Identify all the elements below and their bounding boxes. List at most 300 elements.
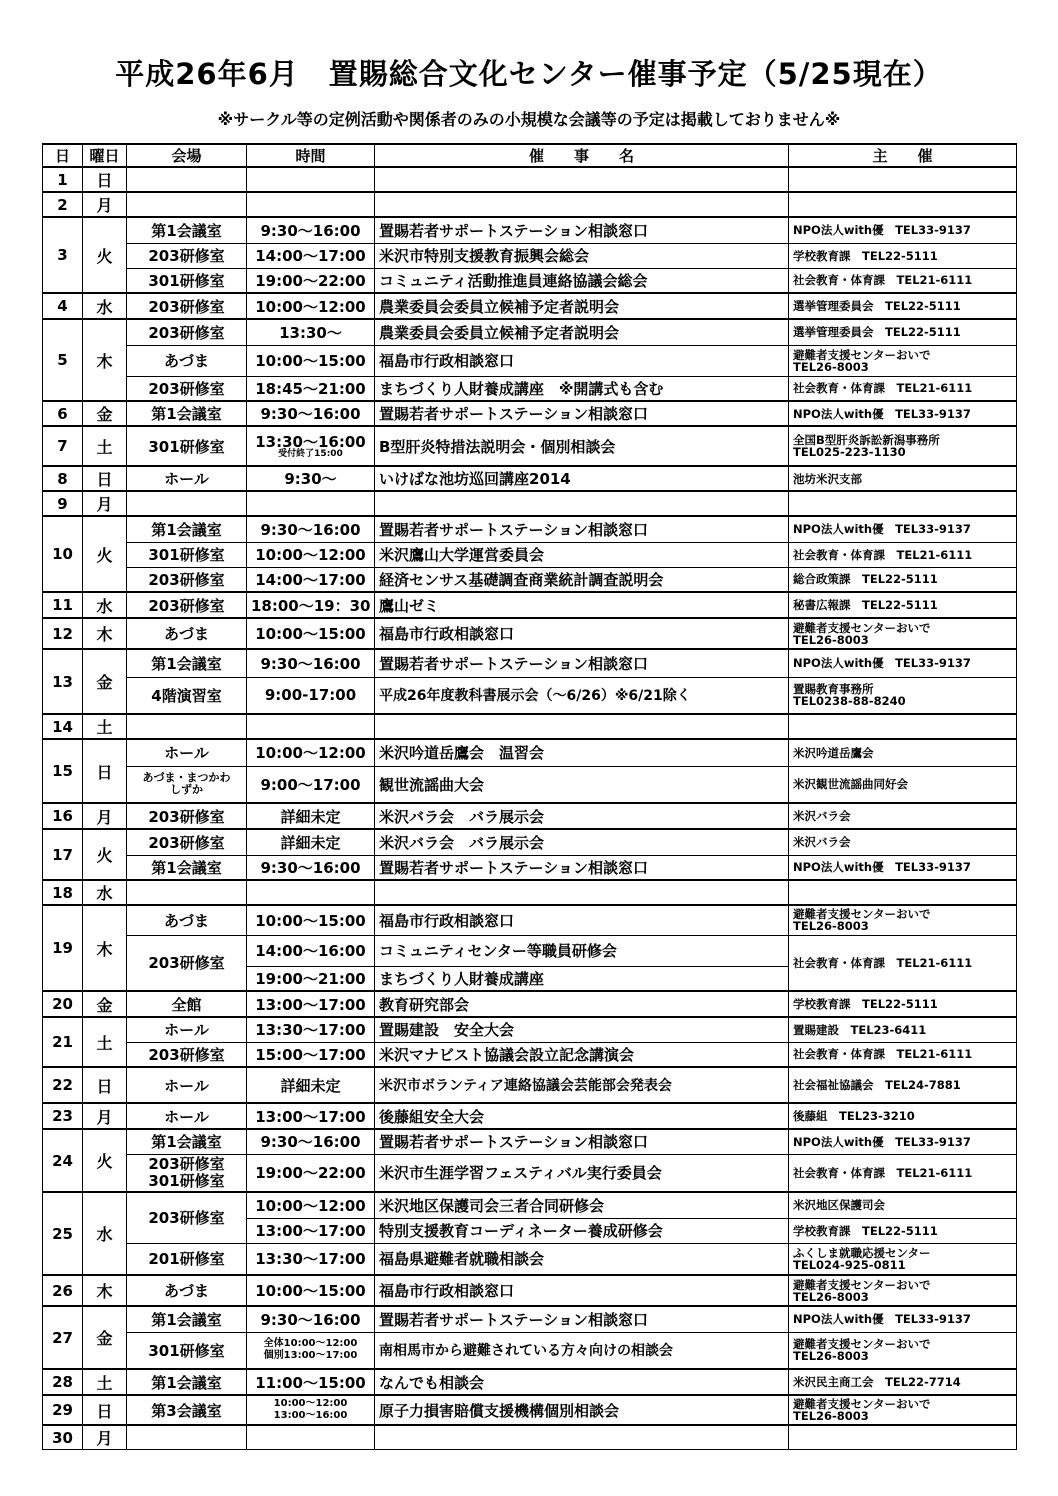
- time-cell: [247, 293, 375, 319]
- time-cell: [247, 1067, 375, 1103]
- table-row: [43, 1306, 1017, 1332]
- venue-cell: 第1会議室: [127, 217, 247, 243]
- weekday-cell: 土: [83, 1369, 127, 1395]
- event-cell: [375, 192, 789, 217]
- day-cell: 26: [43, 1275, 83, 1306]
- table-row: [43, 319, 1017, 345]
- weekday-cell: 木: [83, 905, 127, 991]
- event-cell: 特別支援教育コーディネーター養成研修会: [375, 1218, 789, 1243]
- weekday-cell: 月: [83, 192, 127, 217]
- organizer-cell: NPO法人with優 TEL33-9137: [789, 1129, 1017, 1154]
- day-cell: 11: [43, 592, 83, 618]
- venue-cell: 203研修室: [127, 243, 247, 268]
- schedule-table: [42, 143, 1017, 1450]
- organizer-cell: 池坊米沢支部: [789, 466, 1017, 491]
- organizer-cell: 置賜教育事務所 TEL0238-88-8240: [789, 677, 1017, 714]
- weekday-cell: 月: [83, 803, 127, 829]
- table-row: [43, 567, 1017, 592]
- time-cell: [247, 1275, 375, 1306]
- time-text: 10:00～12:00: [255, 297, 366, 316]
- venue-cell: ホール: [127, 1017, 247, 1042]
- table-row: [43, 905, 1017, 935]
- venue-cell: 203研修室: [127, 803, 247, 829]
- day-cell: 7: [43, 426, 83, 466]
- weekday-cell: 火: [83, 829, 127, 880]
- day-cell: 2: [43, 192, 83, 217]
- venue-cell: 203研修室: [127, 376, 247, 401]
- table-row: [43, 766, 1017, 803]
- page-title: 平成26年6月 置賜総合文化センター催事予定（5/25現在）: [115, 57, 943, 91]
- table-row: [43, 1332, 1017, 1369]
- time-cell: 全体10:00～12:00 個別13:00～17:00: [247, 1332, 375, 1369]
- venue-cell: 4階演習室: [127, 677, 247, 714]
- table-row: [43, 1017, 1017, 1042]
- event-cell: コミュニティセンター等職員研修会: [375, 935, 789, 966]
- event-cell: 置賜若者サポートステーション相談窓口: [375, 401, 789, 426]
- time-text: 9:30～16:00: [260, 520, 361, 539]
- time-text: 18:00～19：30: [251, 596, 371, 615]
- venue-cell: 第1会議室: [127, 1369, 247, 1395]
- event-cell: 置賜若者サポートステーション相談窓口: [375, 516, 789, 542]
- day-cell: 20: [43, 991, 83, 1017]
- day-cell: 15: [43, 739, 83, 803]
- day-cell: 29: [43, 1395, 83, 1425]
- organizer-cell: 後藤組 TEL23-3210: [789, 1103, 1017, 1129]
- time-text: 10:00～15:00: [255, 352, 366, 370]
- day-cell: 1: [43, 167, 83, 192]
- table-row: [43, 1275, 1017, 1306]
- organizer-cell: ふくしま就職応援センター TEL024-925-0811: [789, 1243, 1017, 1275]
- event-cell: [375, 880, 789, 905]
- organizer-cell: 社会教育・体育課 TEL21-6111: [789, 935, 1017, 991]
- time-text: 19:00～22:00: [255, 271, 366, 290]
- venue-cell: 203研修室: [127, 293, 247, 319]
- weekday-cell: 日: [83, 739, 127, 803]
- time-cell: [247, 1042, 375, 1067]
- table-row: [43, 855, 1017, 880]
- event-cell: まちづくり人財養成講座: [375, 966, 789, 991]
- weekday-cell: 木: [83, 319, 127, 401]
- event-cell: 鷹山ゼミ: [375, 592, 789, 618]
- event-cell: 米沢バラ会 バラ展示会: [375, 829, 789, 855]
- day-cell: 3: [43, 217, 83, 293]
- page-note: ※サークル等の定例活動や関係者のみの小規模な会議等の予定は掲載しておりません※: [217, 110, 841, 129]
- event-cell: 農業委員会委員立候補予定者説明会: [375, 319, 789, 345]
- time-cell: [247, 1425, 375, 1450]
- time-cell: [247, 991, 375, 1017]
- venue-cell: ホール: [127, 739, 247, 766]
- venue-cell: 203研修室: [127, 567, 247, 592]
- time-text: 13:00～17:00: [255, 1107, 366, 1126]
- event-cell: 置賜若者サポートステーション相談窓口: [375, 649, 789, 677]
- event-cell: 南相馬市から避難されている方々向けの相談会: [375, 1332, 789, 1369]
- time-cell: 10:00～12:00 13:00～16:00: [247, 1395, 375, 1425]
- organizer-cell: 社会教育・体育課 TEL21-6111: [789, 1154, 1017, 1192]
- weekday-cell: 水: [83, 880, 127, 905]
- time-cell: [247, 319, 375, 345]
- time-cell: [247, 855, 375, 880]
- weekday-cell: 水: [83, 293, 127, 319]
- organizer-cell: [789, 880, 1017, 905]
- table-row: [43, 1369, 1017, 1395]
- event-cell: 置賜若者サポートステーション相談窓口: [375, 217, 789, 243]
- time-cell: [247, 714, 375, 739]
- time-cell: [247, 618, 375, 649]
- organizer-cell: 米沢吟道岳鷹会: [789, 739, 1017, 766]
- venue-cell: 全館: [127, 991, 247, 1017]
- venue-cell: ホール: [127, 1103, 247, 1129]
- organizer-cell: 避難者支援センターおいで TEL26-8003: [789, 1395, 1017, 1425]
- time-cell: [247, 1129, 375, 1154]
- organizer-cell: [789, 491, 1017, 516]
- venue-cell: 203研修室 301研修室: [127, 1154, 247, 1192]
- venue-cell: あづま: [127, 905, 247, 935]
- weekday-cell: 火: [83, 1129, 127, 1192]
- venue-cell: [127, 714, 247, 739]
- header-venue: 会場: [127, 144, 247, 167]
- weekday-cell: 日: [83, 167, 127, 192]
- time-cell: [247, 905, 375, 935]
- day-cell: 16: [43, 803, 83, 829]
- weekday-cell: 日: [83, 466, 127, 491]
- table-row: [43, 1103, 1017, 1129]
- table-row: [43, 618, 1017, 649]
- organizer-cell: 選挙管理委員会 TEL22-5111: [789, 319, 1017, 345]
- organizer-cell: 社会教育・体育課 TEL21-6111: [789, 542, 1017, 567]
- time-text: 9:30～16:00: [260, 221, 361, 240]
- time-cell: [247, 1243, 375, 1275]
- time-text: 14:00～16:00: [255, 942, 366, 960]
- venue-cell: [127, 491, 247, 516]
- event-cell: [375, 167, 789, 192]
- table-row: [43, 829, 1017, 855]
- venue-cell: 第1会議室: [127, 855, 247, 880]
- time-cell: [247, 1306, 375, 1332]
- venue-cell: 301研修室: [127, 268, 247, 293]
- organizer-cell: [789, 192, 1017, 217]
- time-cell: [247, 1103, 375, 1129]
- time-cell: [247, 1218, 375, 1243]
- venue-cell: 203研修室: [127, 1042, 247, 1067]
- time-text: 13:30～: [279, 323, 342, 342]
- time-text: 10:00～12:00: [255, 1196, 366, 1215]
- table-row: [43, 1154, 1017, 1192]
- time-cell: [247, 345, 375, 376]
- time-cell: [247, 567, 375, 592]
- time-text: 13:30～17:00: [255, 1250, 366, 1269]
- event-cell: [375, 1425, 789, 1450]
- organizer-cell: 選挙管理委員会 TEL22-5111: [789, 293, 1017, 319]
- table-row: [43, 167, 1017, 192]
- venue-cell: 第1会議室: [127, 401, 247, 426]
- header-row: [43, 144, 1017, 167]
- event-cell: 観世流謡曲大会: [375, 766, 789, 803]
- day-cell: 13: [43, 649, 83, 714]
- day-cell: 23: [43, 1103, 83, 1129]
- event-cell: 福島市行政相談窓口: [375, 618, 789, 649]
- event-cell: 置賜若者サポートステーション相談窓口: [375, 855, 789, 880]
- event-cell: なんでも相談会: [375, 1369, 789, 1395]
- time-text: 13:30～16:00: [255, 432, 366, 451]
- organizer-cell: 避難者支援センターおいで TEL26-8003: [789, 1332, 1017, 1369]
- event-cell: 米沢地区保護司会三者合同研修会: [375, 1192, 789, 1218]
- table-row: [43, 1067, 1017, 1103]
- organizer-cell: 避難者支援センターおいで TEL26-8003: [789, 345, 1017, 376]
- day-cell: 10: [43, 516, 83, 592]
- organizer-cell: 総合政策課 TEL22-5111: [789, 567, 1017, 592]
- table-row: [43, 466, 1017, 491]
- venue-cell: 301研修室: [127, 426, 247, 466]
- table-row: [43, 542, 1017, 567]
- venue-cell: [127, 167, 247, 192]
- venue-cell: [127, 1425, 247, 1450]
- weekday-cell: 木: [83, 1275, 127, 1306]
- table-row: [43, 739, 1017, 766]
- time-cell: [247, 217, 375, 243]
- time-cell: [247, 1192, 375, 1218]
- organizer-cell: NPO法人with優 TEL33-9137: [789, 855, 1017, 880]
- time-cell: [247, 516, 375, 542]
- table-row: [43, 401, 1017, 426]
- time-cell: [247, 491, 375, 516]
- event-cell: 原子力損害賠償支援機構個別相談会: [375, 1395, 789, 1425]
- venue-cell: 301研修室: [127, 542, 247, 567]
- weekday-cell: 水: [83, 1192, 127, 1275]
- venue-cell: 第1会議室: [127, 1129, 247, 1154]
- time-text: 9:30～16:00: [260, 405, 361, 423]
- time-cell: [247, 880, 375, 905]
- header-event: 催 事 名: [375, 144, 789, 167]
- day-cell: 22: [43, 1067, 83, 1103]
- venue-cell: 第1会議室: [127, 516, 247, 542]
- weekday-cell: 土: [83, 1017, 127, 1067]
- table-row: [43, 192, 1017, 217]
- time-text: 9:00～17:00: [260, 775, 361, 794]
- venue-cell: ホール: [127, 466, 247, 491]
- day-cell: 17: [43, 829, 83, 880]
- event-cell: コミュニティ活動推進員連絡協議会総会: [375, 268, 789, 293]
- table-row: [43, 426, 1017, 466]
- table-row: [43, 991, 1017, 1017]
- day-cell: 24: [43, 1129, 83, 1192]
- time-cell: [247, 466, 375, 491]
- time-cell: [247, 766, 375, 803]
- time-text: 13:00～17:00: [255, 995, 366, 1014]
- header-time: 時間: [247, 144, 375, 167]
- event-cell: 福島市行政相談窓口: [375, 905, 789, 935]
- organizer-cell: 避難者支援センターおいで TEL26-8003: [789, 905, 1017, 935]
- event-cell: 平成26年度教科書展示会（～6/26）※6/21除く: [375, 677, 789, 714]
- table-row: [43, 268, 1017, 293]
- organizer-cell: [789, 1425, 1017, 1450]
- organizer-cell: NPO法人with優 TEL33-9137: [789, 1306, 1017, 1332]
- weekday-cell: 日: [83, 1395, 127, 1425]
- day-cell: 18: [43, 880, 83, 905]
- event-cell: 米沢バラ会 バラ展示会: [375, 803, 789, 829]
- organizer-cell: 学校教育課 TEL22-5111: [789, 1218, 1017, 1243]
- weekday-cell: 日: [83, 1067, 127, 1103]
- time-cell: [247, 677, 375, 714]
- table-row: [43, 714, 1017, 739]
- event-cell: 米沢吟道岳鷹会 温習会: [375, 739, 789, 766]
- weekday-cell: 月: [83, 491, 127, 516]
- event-cell: 教育研究部会: [375, 991, 789, 1017]
- event-cell: 経済センサス基礎調査商業統計調査説明会: [375, 567, 789, 592]
- weekday-cell: 火: [83, 516, 127, 592]
- time-cell: [247, 167, 375, 192]
- organizer-cell: NPO法人with優 TEL33-9137: [789, 649, 1017, 677]
- venue-cell: 201研修室: [127, 1243, 247, 1275]
- time-subtext: 受付終了15:00: [278, 448, 343, 459]
- event-cell: 後藤組安全大会: [375, 1103, 789, 1129]
- event-cell: 福島市行政相談窓口: [375, 1275, 789, 1306]
- time-text: 10:00～15:00: [255, 1282, 366, 1300]
- venue-cell: あづま・まつかわ しずか: [127, 766, 247, 803]
- event-cell: 米沢市生涯学習フェスティバル実行委員会: [375, 1154, 789, 1192]
- table-row: [43, 592, 1017, 618]
- time-text: 10:00～15:00: [255, 911, 366, 930]
- table-row: [43, 491, 1017, 516]
- time-cell: [247, 268, 375, 293]
- time-cell: [247, 426, 375, 466]
- time-text: 19:00～21:00: [255, 969, 366, 988]
- event-cell: 置賜若者サポートステーション相談窓口: [375, 1129, 789, 1154]
- organizer-cell: 米沢観世流謡曲同好会: [789, 766, 1017, 803]
- time-text: 10:00～12:00: [255, 744, 366, 763]
- time-text: 15:00～17:00: [255, 1045, 366, 1064]
- venue-cell: [127, 192, 247, 217]
- weekday-cell: 月: [83, 1103, 127, 1129]
- time-text: 9:30～16:00: [260, 1133, 361, 1152]
- organizer-cell: 米沢バラ会: [789, 803, 1017, 829]
- venue-cell: 203研修室: [127, 319, 247, 345]
- time-text: 9:30～16:00: [260, 1310, 361, 1329]
- time-cell: [247, 1154, 375, 1192]
- table-row: [43, 243, 1017, 268]
- day-cell: 21: [43, 1017, 83, 1067]
- weekday-cell: 金: [83, 991, 127, 1017]
- venue-cell: 301研修室: [127, 1332, 247, 1369]
- header-day: 日: [43, 144, 83, 167]
- event-cell: いけばな池坊巡回講座2014: [375, 466, 789, 491]
- weekday-cell: 木: [83, 618, 127, 649]
- event-cell: 米沢市特別支援教育振興会総会: [375, 243, 789, 268]
- organizer-cell: 置賜建設 TEL23-6411: [789, 1017, 1017, 1042]
- event-cell: 福島市行政相談窓口: [375, 345, 789, 376]
- time-cell: [247, 592, 375, 618]
- time-cell: [247, 935, 375, 966]
- day-cell: 19: [43, 905, 83, 991]
- time-cell: [247, 739, 375, 766]
- time-cell: [247, 829, 375, 855]
- time-text: 詳細未定: [280, 807, 341, 826]
- time-text: 11:00～15:00: [255, 1373, 366, 1392]
- organizer-cell: 米沢地区保護司会: [789, 1192, 1017, 1218]
- day-cell: 25: [43, 1192, 83, 1275]
- time-text: 14:00～17:00: [255, 247, 366, 265]
- event-cell: 米沢市ボランティア連絡協議会芸能部会発表会: [375, 1067, 789, 1103]
- organizer-cell: 社会福祉協議会 TEL24-7881: [789, 1067, 1017, 1103]
- weekday-cell: 金: [83, 401, 127, 426]
- organizer-cell: NPO法人with優 TEL33-9137: [789, 401, 1017, 426]
- organizer-cell: 社会教育・体育課 TEL21-6111: [789, 1042, 1017, 1067]
- table-row: [43, 345, 1017, 376]
- time-text: 9:30～: [284, 470, 337, 488]
- time-text: 19:00～22:00: [255, 1164, 366, 1183]
- day-cell: 27: [43, 1306, 83, 1369]
- organizer-cell: [789, 167, 1017, 192]
- day-cell: 30: [43, 1425, 83, 1450]
- event-cell: [375, 491, 789, 516]
- day-cell: 14: [43, 714, 83, 739]
- time-text: 13:30～17:00: [255, 1021, 366, 1040]
- time-text: 10:00～15:00: [255, 625, 366, 643]
- table-row: [43, 880, 1017, 905]
- venue-cell: あづま: [127, 618, 247, 649]
- table-row: [43, 217, 1017, 243]
- time-text: 詳細未定: [280, 833, 341, 852]
- organizer-cell: [789, 714, 1017, 739]
- venue-cell: 203研修室: [127, 829, 247, 855]
- table-row: [43, 1192, 1017, 1218]
- time-text: 9:30～16:00: [260, 654, 361, 673]
- organizer-cell: 社会教育・体育課 TEL21-6111: [789, 268, 1017, 293]
- time-text: 18:45～21:00: [255, 379, 366, 398]
- venue-cell: 第1会議室: [127, 649, 247, 677]
- day-cell: 9: [43, 491, 83, 516]
- time-cell: [247, 649, 375, 677]
- time-cell: [247, 376, 375, 401]
- event-cell: 置賜若者サポートステーション相談窓口: [375, 1306, 789, 1332]
- event-cell: 農業委員会委員立候補予定者説明会: [375, 293, 789, 319]
- weekday-cell: 月: [83, 1425, 127, 1450]
- time-cell: [247, 1017, 375, 1042]
- event-cell: 米沢鷹山大学運営委員会: [375, 542, 789, 567]
- day-cell: 4: [43, 293, 83, 319]
- table-row: [43, 1395, 1017, 1425]
- day-cell: 5: [43, 319, 83, 401]
- event-cell: [375, 714, 789, 739]
- venue-cell: 203研修室: [127, 935, 247, 991]
- table-row: [43, 376, 1017, 401]
- venue-cell: あづま: [127, 345, 247, 376]
- venue-cell: 第1会議室: [127, 1306, 247, 1332]
- weekday-cell: 水: [83, 592, 127, 618]
- event-cell: 福島県避難者就職相談会: [375, 1243, 789, 1275]
- venue-cell: 203研修室: [127, 1192, 247, 1243]
- time-text: 10:00～12:00: [255, 546, 366, 564]
- event-cell: 米沢マナビスト協議会設立記念講演会: [375, 1042, 789, 1067]
- time-cell: [247, 1369, 375, 1395]
- table-row: [43, 803, 1017, 829]
- weekday-cell: 金: [83, 649, 127, 714]
- event-cell: まちづくり人財養成講座 ※開講式も含む: [375, 376, 789, 401]
- organizer-cell: 学校教育課 TEL22-5111: [789, 991, 1017, 1017]
- time-text: 14:00～17:00: [255, 570, 366, 589]
- organizer-cell: 秘書広報課 TEL22-5111: [789, 592, 1017, 618]
- table-row: [43, 1129, 1017, 1154]
- organizer-cell: NPO法人with優 TEL33-9137: [789, 516, 1017, 542]
- table-row: [43, 1042, 1017, 1067]
- venue-cell: [127, 880, 247, 905]
- weekday-cell: 土: [83, 714, 127, 739]
- time-cell: [247, 243, 375, 268]
- venue-cell: 203研修室: [127, 592, 247, 618]
- header-weekday: 曜日: [83, 144, 127, 167]
- day-cell: 8: [43, 466, 83, 491]
- day-cell: 6: [43, 401, 83, 426]
- organizer-cell: 米沢バラ会: [789, 829, 1017, 855]
